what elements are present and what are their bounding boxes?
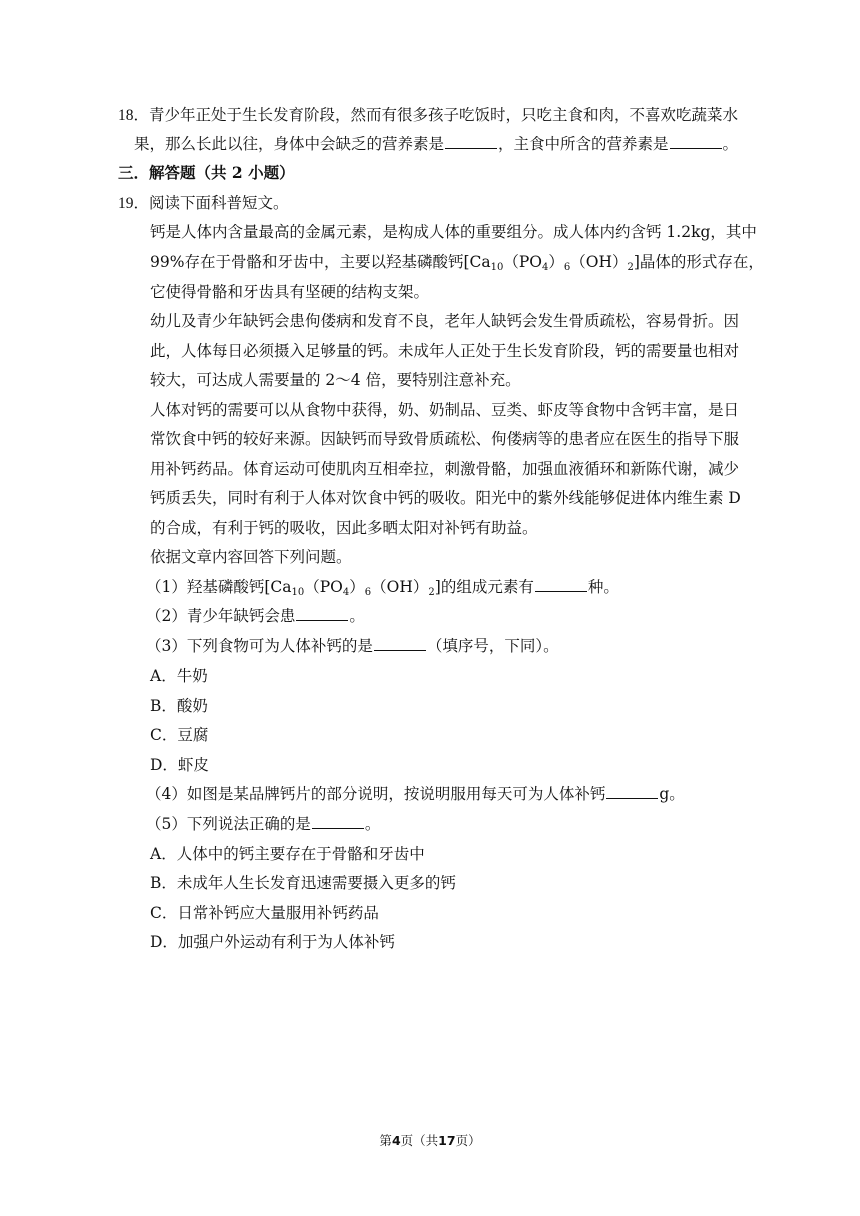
article-p3-line-2: 常饮食中钙的较好来源。因缺钙而导致骨质疏松、佝偻病等的患者应在医生的指导下服 xyxy=(150,430,740,448)
text: 第 xyxy=(379,1133,392,1148)
article-p1-line-1: 钙是人体内含量最高的金属元素，是构成人体的重要组分。成人体内约含钙 1.2kg，其中 xyxy=(150,223,757,241)
section-heading: 三．解答题（共 2 小题） xyxy=(118,163,295,182)
subquestion-3 xyxy=(146,636,559,656)
q18-text-2c: 。 xyxy=(722,135,739,153)
subscript: 6 xyxy=(364,587,372,598)
page-number: 4 xyxy=(391,1133,401,1148)
option-b: B．酸奶 xyxy=(150,697,208,715)
option-b: B．未成年人生长发育迅速需要摄入更多的钙 xyxy=(150,874,456,892)
subscript: 10 xyxy=(291,587,305,598)
text: g。 xyxy=(659,785,685,803)
article-p1-line-2 xyxy=(150,252,764,272)
option-d: D．虾皮 xyxy=(150,756,209,774)
question-number: 18． xyxy=(118,107,150,124)
option-c: C．豆腐 xyxy=(150,726,209,744)
text: （PO xyxy=(304,578,343,596)
answer-blank xyxy=(374,636,426,651)
article-p2-line-1: 幼儿及青少年缺钙会患佝偻病和发育不良，老年人缺钙会发生骨质疏松，容易骨折。因 xyxy=(150,312,740,330)
text: （5）下列说法正确的是 xyxy=(146,815,311,833)
text: 页（共 xyxy=(400,1133,439,1148)
answer-blank xyxy=(445,134,497,149)
subscript: 4 xyxy=(541,262,549,273)
q18-text-2a: 果，那么长此以往，身体中会缺乏的营养素是 xyxy=(134,135,445,153)
answer-blank xyxy=(296,606,348,621)
subscript: 4 xyxy=(342,587,350,598)
option-a: A．人体中的钙主要存在于骨骼和牙齿中 xyxy=(150,845,425,863)
question-prompt: 依据文章内容回答下列问题。 xyxy=(150,548,352,566)
text: （OH） xyxy=(371,578,429,596)
option-a: A．牛奶 xyxy=(150,667,208,685)
subquestion-5 xyxy=(146,814,380,834)
article-p3-line-4: 钙质丢失，同时有利于人体对饮食中钙的吸收。阳光中的紫外线能够促进体内维生素 D xyxy=(150,489,741,507)
option-d: D．加强户外运动有利于为人体补钙 xyxy=(150,933,395,951)
text: ） xyxy=(548,253,564,271)
q19-intro: 阅读下面科普短文。 xyxy=(149,194,289,212)
answer-blank xyxy=(535,577,587,592)
text: 。 xyxy=(349,607,365,625)
text: ]的组成元素有 xyxy=(434,578,534,596)
text: ） xyxy=(349,578,365,596)
article-p2-line-2: 此，人体每日必须摄入足够量的钙。未成年人正处于生长发育阶段，钙的需要量也相对 xyxy=(150,342,740,360)
q19-intro-line xyxy=(118,193,289,214)
subquestion-4 xyxy=(146,784,685,804)
text: ]晶体的形式存在， xyxy=(633,253,764,271)
article-p2-line-3: 较大，可达成人需要量的 2～4 倍，要特别注意补充。 xyxy=(150,371,521,389)
q18-line-1 xyxy=(118,105,738,126)
question-number: 19． xyxy=(118,195,150,212)
subquestion-1 xyxy=(146,577,619,597)
text: 。 xyxy=(364,815,381,833)
total-pages: 17 xyxy=(438,1133,456,1148)
answer-blank xyxy=(670,134,722,149)
text: （PO xyxy=(503,253,542,271)
q18-line-2 xyxy=(134,134,738,154)
subscript: 2 xyxy=(428,587,435,598)
text: （2）青少年缺钙会患 xyxy=(146,607,296,625)
text: （3）下列食物可为人体补钙的是 xyxy=(146,637,373,655)
option-c: C．日常补钙应大量服用补钙药品 xyxy=(150,904,379,922)
text: （1）羟基磷酸钙[Ca xyxy=(146,578,292,596)
text: 页） xyxy=(455,1133,481,1148)
article-p3-line-3: 用补钙药品。体育运动可使肌肉互相牵拉，刺激骨骼，加强血液循环和新陈代谢，减少 xyxy=(150,460,740,478)
article-p1-line-3: 它使得骨骼和牙齿具有坚硬的结构支架。 xyxy=(150,283,430,301)
text: 99%存在于骨骼和牙齿中，主要以羟基磷酸钙[Ca xyxy=(150,253,491,271)
text: （填序号，下同）。 xyxy=(426,637,559,655)
q18-text-1: 青少年正处于生长发育阶段，然而有很多孩子吃饭时，只吃主食和肉，不喜欢吃蔬菜水 xyxy=(149,106,739,124)
subscript: 10 xyxy=(490,262,504,273)
subquestion-2 xyxy=(146,606,365,626)
text: 种。 xyxy=(587,578,619,596)
subscript: 6 xyxy=(563,262,571,273)
text: （4）如图是某品牌钙片的部分说明，按说明服用每天可为人体补钙 xyxy=(146,785,606,803)
article-p3-line-5: 的合成，有利于钙的吸收，因此多晒太阳对补钙有助益。 xyxy=(150,519,538,537)
q18-text-2b: ，主食中所含的营养素是 xyxy=(498,135,669,153)
article-p3-line-1: 人体对钙的需要可以从食物中获得，奶、奶制品、豆类、虾皮等食物中含钙丰富，是日 xyxy=(150,401,740,419)
answer-blank xyxy=(606,784,658,799)
answer-blank xyxy=(312,814,364,829)
text: （OH） xyxy=(570,253,628,271)
subscript: 2 xyxy=(627,262,634,273)
page-footer xyxy=(0,1131,860,1149)
